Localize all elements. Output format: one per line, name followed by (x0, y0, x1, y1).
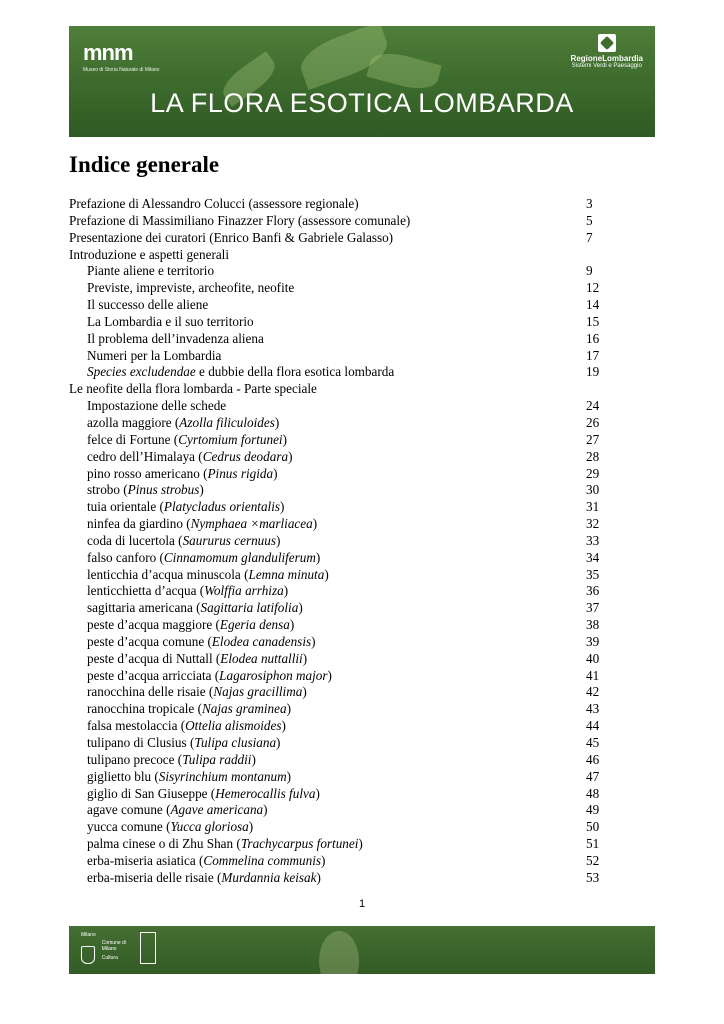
toc-entry (69, 567, 609, 584)
toc-entry-species: Ottelia alismoides (185, 718, 282, 734)
toc-entry-title (69, 482, 204, 497)
toc-entry-suffix: ) (298, 600, 303, 616)
toc-entry-title (69, 668, 332, 683)
toc-entry-page: 38 (586, 617, 600, 633)
toc-entry-page: 24 (586, 398, 600, 414)
toc-entry-suffix: ) (274, 414, 280, 430)
footer-dept: Cultura (101, 955, 118, 961)
toc-entry-text: azolla maggiore ( (87, 414, 180, 430)
toc-entry-species: Agave americana (170, 802, 264, 818)
toc-entry-title (69, 297, 208, 312)
toc-entry (69, 836, 609, 853)
toc-entry-page: 29 (586, 465, 600, 481)
table-of-contents (69, 196, 609, 887)
toc-entry (69, 331, 609, 348)
toc-entry-species: Commelina communis (203, 852, 322, 868)
toc-entry-title (69, 752, 256, 767)
toc-entry-species: Trachycarpus fortunei (240, 836, 359, 852)
toc-entry-page: 26 (586, 414, 600, 430)
toc-entry-page: 50 (586, 819, 600, 835)
toc-entry-text: sagittaria americana ( (87, 600, 201, 616)
toc-entry (69, 314, 609, 331)
toc-entry-page: 36 (586, 583, 600, 599)
toc-entry (69, 853, 609, 870)
toc-entry (69, 802, 609, 819)
toc-entry-text: Piante aliene e territorio (87, 263, 215, 279)
toc-entry-title (69, 213, 410, 228)
toc-entry-page: 41 (586, 667, 600, 683)
region-logo (571, 34, 643, 69)
toc-entry (69, 583, 609, 600)
toc-entry-text: Prefazione di Massimiliano Finazzer Flory (assessore comunale) (69, 212, 411, 228)
footer-banner (69, 926, 655, 974)
toc-entry-text: peste d’acqua di Nuttall ( (87, 650, 221, 666)
toc-entry-title (69, 819, 253, 834)
toc-entry-species: Najas graminea (201, 701, 287, 717)
toc-entry-text: peste d’acqua arricciata ( (87, 667, 220, 683)
toc-entry-page: 40 (586, 650, 600, 666)
toc-entry-title (69, 870, 321, 885)
toc-entry (69, 735, 609, 752)
toc-entry-text: giglio di San Giuseppe ( (87, 785, 216, 801)
toc-entry-title (69, 769, 291, 784)
toc-entry-text: ranocchina delle risaie ( (87, 684, 214, 700)
toc-entry (69, 466, 609, 483)
toc-entry-title (69, 567, 329, 582)
toc-entry-text: agave comune ( (87, 802, 171, 818)
toc-entry-text: ranocchina tropicale ( (87, 701, 202, 717)
toc-entry-species: Tulipa clusiana (194, 735, 277, 750)
toc-entry (69, 432, 609, 449)
toc-entry (69, 752, 609, 769)
toc-entry (69, 381, 609, 398)
toc-entry (69, 230, 609, 247)
toc-entry-page: 28 (586, 448, 600, 464)
toc-entry-species: Pinus rigida (207, 465, 274, 481)
toc-entry (69, 213, 609, 230)
toc-entry (69, 364, 609, 381)
toc-entry-text: erba-miseria asiatica ( (87, 852, 204, 868)
footer-logos (81, 932, 156, 964)
toc-entry (69, 280, 609, 297)
toc-entry-text: lenticchia d’acqua minuscola ( (87, 566, 249, 582)
toc-entry-title (69, 583, 288, 598)
footer-comune: Comune di Milano (101, 940, 126, 952)
toc-entry-text: Presentazione dei curatori (Enrico Banfi & Gabriele Galasso) (69, 229, 394, 245)
toc-entry (69, 870, 609, 887)
toc-entry-title (69, 331, 264, 346)
toc-entry-page: 51 (586, 836, 600, 852)
toc-entry-title (69, 314, 254, 329)
toc-entry-title (69, 836, 363, 851)
toc-entry-species: Lemna minuta (248, 566, 325, 582)
toc-entry-suffix: ) (288, 448, 293, 464)
toc-entry-text: falsa mestolaccia ( (87, 718, 186, 734)
toc-entry-suffix: ) (276, 532, 281, 548)
toc-entry-title (69, 196, 359, 211)
toc-entry-text: strobo ( (87, 482, 128, 498)
toc-entry (69, 684, 609, 701)
toc-entry-title (69, 718, 286, 733)
toc-entry-page: 48 (586, 785, 600, 801)
toc-entry (69, 651, 609, 668)
toc-entry-suffix: e dubbie della flora esotica lombarda (195, 364, 395, 380)
toc-entry-page: 9 (586, 263, 593, 279)
region-rose-icon (598, 34, 616, 52)
toc-entry-title (69, 432, 287, 447)
toc-entry-page: 42 (586, 684, 600, 700)
toc-entry-species: Pinus strobus (127, 482, 200, 498)
toc-entry-text: Il successo delle aliene (87, 297, 209, 313)
toc-entry-text: yucca comune ( (87, 819, 171, 835)
toc-entry-title (69, 735, 280, 750)
toc-entry (69, 499, 609, 516)
toc-entry (69, 516, 609, 533)
toc-entry-species: Tulipa raddii (182, 751, 252, 767)
toc-entry (69, 819, 609, 836)
toc-entry-title (69, 600, 303, 615)
toc-entry-text: Prefazione di Alessandro Colucci (assessore regionale) (69, 196, 359, 211)
toc-entry-text: tuia orientale ( (87, 499, 164, 515)
page-number: 1 (358, 898, 366, 910)
toc-entry-page: 31 (586, 499, 600, 515)
toc-entry-title (69, 617, 294, 632)
toc-entry-suffix: ) (316, 869, 321, 885)
toc-entry-text: erba-miseria delle risaie ( (87, 869, 222, 885)
toc-entry-suffix: ) (263, 802, 268, 818)
toc-entry-text: lenticchietta d’acqua ( (87, 583, 205, 599)
toc-entry-title (69, 263, 214, 278)
toc-entry-suffix: ) (321, 852, 326, 868)
toc-entry-suffix: ) (276, 735, 281, 750)
toc-entry-page: 14 (586, 297, 600, 313)
toc-entry-title (69, 802, 268, 817)
toc-entry-text: palma cinese o di Zhu Shan ( (87, 836, 241, 852)
toc-entry-title (69, 701, 291, 716)
toc-entry-page: 46 (586, 751, 600, 767)
toc-entry-title (69, 364, 394, 379)
toc-entry (69, 718, 609, 735)
toc-entry-suffix: ) (281, 718, 286, 734)
toc-entry (69, 550, 609, 567)
toc-entry-title (69, 415, 279, 430)
toc-entry-page: 27 (586, 431, 600, 447)
toc-entry-species: Lagarosiphon major (219, 667, 328, 683)
toc-entry-page: 34 (586, 549, 600, 565)
comune-crest-icon (81, 946, 95, 964)
toc-entry-page: 15 (586, 313, 600, 329)
toc-entry-species: Cyrtomium fortunei (178, 431, 283, 447)
toc-entry-title (69, 280, 294, 295)
toc-entry-text: Numeri per la Lombardia (87, 347, 222, 363)
toc-entry-suffix: ) (248, 819, 254, 835)
toc-entry-text: peste d’acqua maggiore ( (87, 617, 220, 633)
toc-entry-title (69, 449, 292, 464)
toc-entry-suffix: ) (324, 566, 329, 582)
toc-entry-suffix: ) (315, 549, 321, 565)
toc-entry-suffix: ) (280, 499, 285, 515)
toc-entry-suffix: ) (282, 431, 287, 447)
banner-title: LA FLORA ESOTICA LOMBARDA (150, 88, 574, 118)
toc-entry-species: Wolffia arrhiza (204, 583, 284, 599)
toc-entry-page: 16 (586, 330, 600, 346)
toc-entry-title (69, 247, 229, 262)
toc-entry-text: Il problema dell’invadenza aliena (87, 330, 264, 346)
toc-entry-suffix: ) (289, 617, 295, 633)
toc-entry (69, 449, 609, 466)
toc-entry-suffix: ) (311, 633, 316, 649)
toc-entry (69, 786, 609, 803)
region-subtitle: Sistemi Verdi e Paesaggio (571, 63, 642, 69)
toc-entry-title (69, 853, 325, 868)
toc-entry-suffix: ) (358, 836, 363, 852)
toc-entry-text: ninfea da giardino ( (87, 516, 191, 532)
toc-entry-text: giglietto blu ( (87, 768, 159, 784)
toc-entry-title (69, 230, 393, 245)
toc-entry-suffix: ) (199, 482, 204, 498)
toc-entry (69, 348, 609, 365)
toc-entry-species: Najas gracillima (213, 684, 303, 700)
toc-entry-suffix: ) (251, 751, 256, 767)
toc-entry (69, 533, 609, 550)
toc-entry-page: 43 (586, 701, 600, 717)
toc-entry-page: 39 (586, 633, 600, 649)
toc-entry-species: Elodea canadensis (211, 633, 312, 649)
toc-entry (69, 634, 609, 651)
toc-entry-species: Yucca gloriosa (170, 819, 249, 835)
toc-entry (69, 482, 609, 499)
toc-entry-page: 47 (586, 768, 600, 784)
toc-entry-species: Elodea nuttallii (220, 650, 303, 666)
toc-entry-title (69, 499, 284, 514)
toc-entry-suffix: ) (327, 667, 332, 683)
toc-entry-title (69, 348, 221, 363)
toc-entry-title (69, 398, 226, 413)
toc-entry-page: 7 (586, 229, 593, 245)
toc-entry-species: Nymphaea ×marliacea (190, 516, 313, 532)
toc-entry-title (69, 786, 320, 801)
toc-entry-text: Previste, impreviste, archeofite, neofite (87, 280, 295, 296)
toc-entry-suffix: ) (302, 684, 307, 700)
toc-entry-title (69, 550, 320, 565)
toc-entry-text: pino rosso americano ( (87, 465, 208, 481)
toc-entry (69, 398, 609, 415)
toc-entry-species: Azolla filiculoides (179, 414, 275, 430)
toc-entry-suffix: ) (286, 768, 292, 784)
toc-entry-text: tulipano precoce ( (87, 751, 183, 767)
toc-entry-text: falso canforo ( (87, 549, 164, 565)
toc-entry-title (69, 684, 307, 699)
toc-entry-suffix: ) (302, 650, 308, 666)
toc-entry-text: Impostazione delle schede (87, 398, 227, 414)
toc-entry-title (69, 516, 317, 531)
toc-entry-page: 32 (586, 516, 600, 532)
toc-entry-page: 17 (586, 347, 600, 363)
page-title: Indice generale (69, 152, 220, 177)
toc-entry-suffix: ) (273, 465, 278, 481)
toc-entry-page: 5 (586, 212, 593, 228)
footer-city: Milano (81, 932, 96, 938)
museum-logo (83, 40, 159, 73)
toc-entry-suffix: ) (315, 785, 320, 801)
toc-entry-text: La Lombardia e il suo territorio (87, 313, 254, 329)
toc-entry-page: 45 (586, 735, 600, 750)
toc-entry (69, 668, 609, 685)
toc-entry-suffix: ) (283, 583, 289, 599)
toc-entry-page: 53 (586, 869, 600, 885)
toc-entry-title (69, 381, 317, 396)
toc-entry-species: Species excludendae (87, 364, 196, 380)
toc-entry-species: Egeria densa (219, 617, 290, 633)
toc-entry-species: Cedrus deodara (202, 448, 289, 464)
toc-entry-page: 12 (586, 280, 600, 296)
toc-entry-species: Platycladus orientalis (163, 499, 281, 515)
toc-entry-page: 30 (586, 482, 600, 498)
toc-entry-species: Cinnamomum glanduliferum (163, 549, 316, 565)
toc-entry-page: 33 (586, 532, 600, 548)
toc-entry-title (69, 466, 277, 481)
toc-entry-text: Introduzione e aspetti generali (69, 246, 230, 262)
toc-entry-species: Saururus cernuus (182, 532, 276, 548)
toc-entry-species: Sisyrinchium montanum (158, 768, 287, 784)
toc-entry-suffix: ) (312, 516, 318, 532)
toc-entry-text: coda di lucertola ( (87, 532, 183, 548)
toc-entry-text: tulipano di Clusius ( (87, 735, 195, 750)
toc-entry-species: Murdannia keisak (221, 869, 317, 885)
header-banner (69, 26, 655, 137)
toc-entry-species: Sagittaria latifolia (200, 600, 299, 616)
toc-entry-species: Hemerocallis fulva (215, 785, 316, 801)
toc-entry-page: 35 (586, 566, 600, 582)
toc-entry (69, 263, 609, 280)
toc-entry-page: 3 (586, 196, 593, 211)
toc-entry-title (69, 634, 316, 649)
toc-entry-suffix: ) (286, 701, 291, 717)
toc-entry-page: 19 (586, 364, 600, 380)
toc-entry-text: cedro dell’Himalaya ( (87, 448, 203, 464)
museum-logo-mark: mnm (83, 40, 133, 65)
region-name: RegioneLombardia (570, 54, 643, 63)
museum-name: Museo di Storia Naturale di Milano (83, 67, 160, 73)
toc-entry (69, 247, 609, 264)
toc-entry (69, 769, 609, 786)
building-logo-icon (140, 932, 156, 964)
toc-entry (69, 617, 609, 634)
toc-entry-page: 49 (586, 802, 600, 818)
toc-entry (69, 600, 609, 617)
toc-entry-text: Le neofite della flora lombarda - Parte speciale (69, 381, 317, 397)
toc-entry-text: felce di Fortune ( (87, 431, 179, 447)
toc-entry (69, 297, 609, 314)
toc-entry (69, 415, 609, 432)
toc-entry-title (69, 533, 280, 548)
toc-entry-text: peste d’acqua comune ( (87, 633, 212, 649)
toc-entry (69, 701, 609, 718)
toc-entry-page: 37 (586, 600, 600, 616)
toc-entry (69, 196, 609, 213)
toc-entry-page: 52 (586, 852, 600, 868)
toc-entry-page: 44 (586, 718, 600, 734)
toc-entry-title (69, 651, 307, 666)
